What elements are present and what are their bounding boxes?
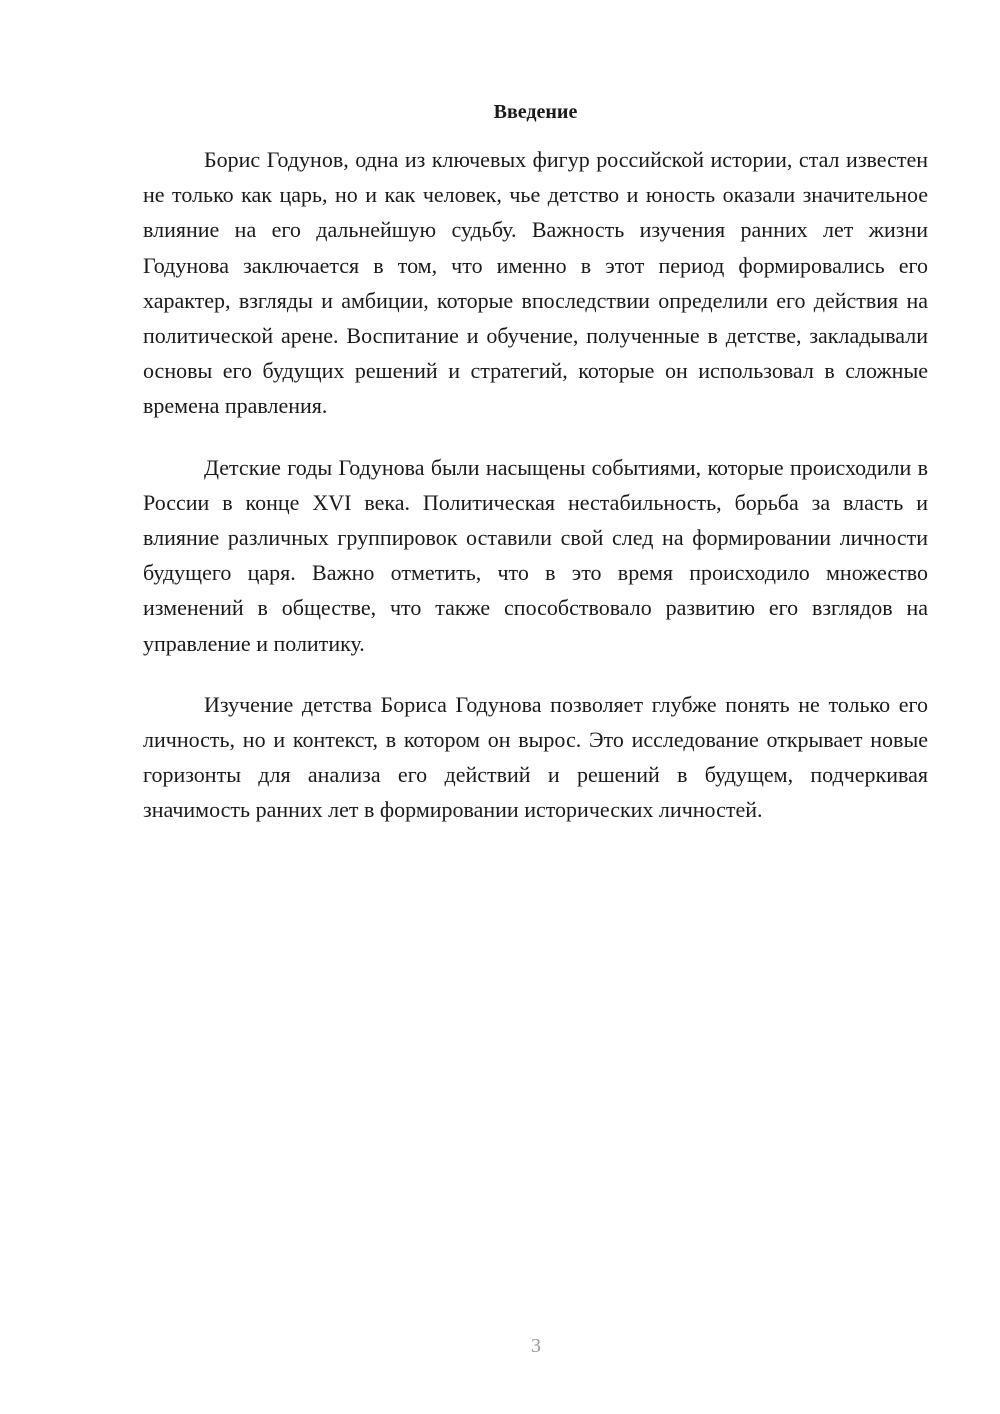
page-number: 3	[531, 1335, 541, 1357]
body-text	[143, 142, 928, 854]
section-heading: Введение	[493, 101, 578, 123]
paragraph: Борис Годунов, одна из ключевых фигур российской истории, стал известен не только как царь, но и как человек, чье детство и юность оказали значительное влияние на его дальнейшую судьбу. Важность изучения ранних лет жизни Годунова заключается в том, что именно в этот период формировались его характер, взгляды и амбиции, которые впоследствии определили его действия на политической арене. Воспитание и обучение, полученные в детстве, закладывали основы его будущих решений и стратегий, которые он использовал в сложные времена правления.	[143, 147, 928, 419]
paragraph: Детские годы Годунова были насыщены событиями, которые происходили в России в конце XVI века. Политическая нестабильность, борьба за власть и влияние различных группировок оставили свой след на формировании личности будущего царя. Важно отметить, что в это время происходило множество изменений в обществе, что также способствовало развитию его взглядов на управление и политику.	[143, 454, 928, 656]
paragraph: Изучение детства Бориса Годунова позволяет глубже понять не только его личность, но и контекст, в котором он вырос. Это исследование открывает новые горизонты для анализа его действий и решений в будущем, подчеркивая значимость ранних лет в формировании исторических личностей.	[143, 691, 928, 823]
